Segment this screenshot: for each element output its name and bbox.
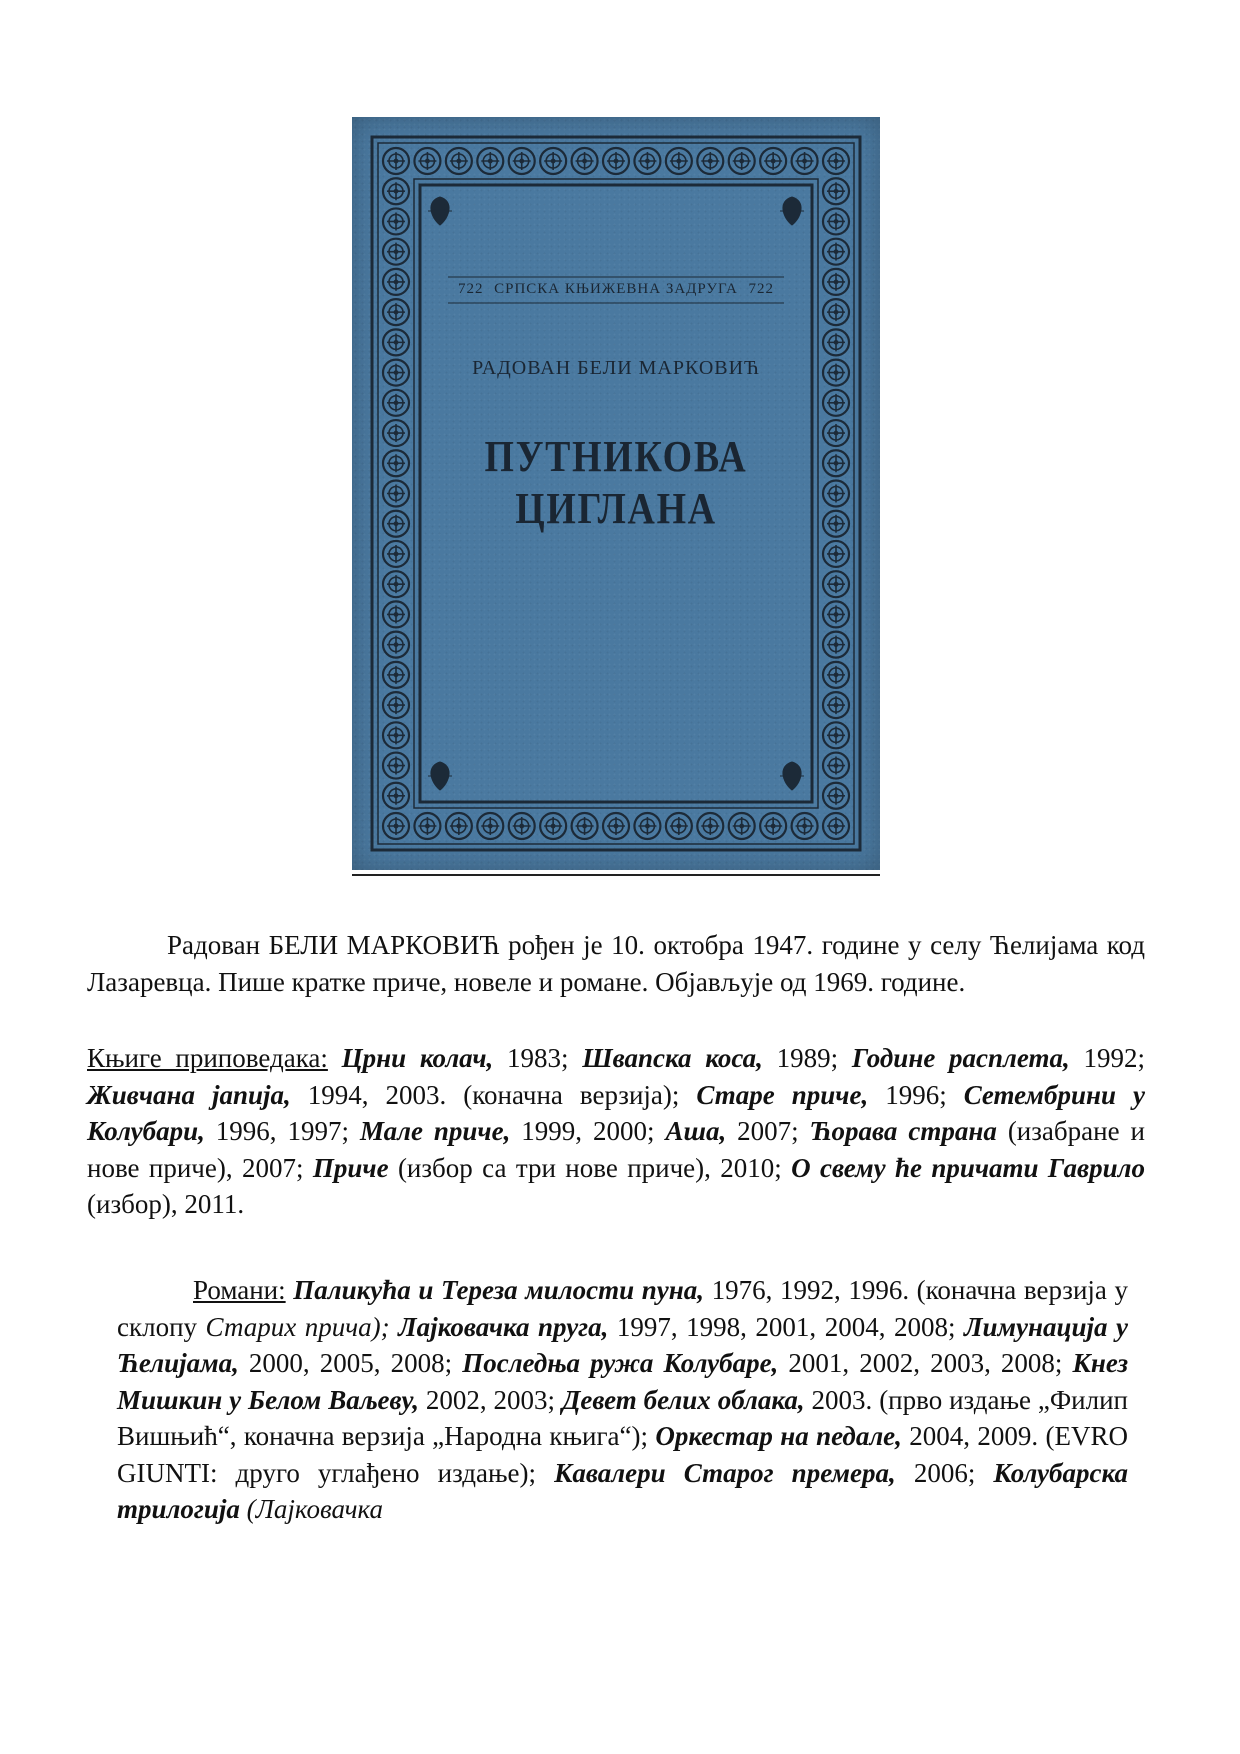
cover-title-line1: ПУТНИКОВА xyxy=(484,432,748,481)
ornament-rosette xyxy=(414,813,440,839)
ornament-rosette xyxy=(760,148,786,174)
novels-list xyxy=(117,1275,1128,1524)
ornament-rosette xyxy=(509,148,535,174)
ornament-rosette xyxy=(540,148,566,174)
book-title: Мале приче, xyxy=(359,1116,511,1146)
ornament-rosette xyxy=(383,541,409,567)
novels-paragraph xyxy=(117,1272,1128,1528)
ornament-rosette xyxy=(823,178,849,204)
text-run: 1996, 1997; xyxy=(204,1116,360,1146)
ornament-rosette xyxy=(383,329,409,355)
ornament-rosette xyxy=(792,813,818,839)
book-cover-image xyxy=(352,117,880,870)
story-collections-paragraph xyxy=(87,1040,1145,1223)
ornament-rosette xyxy=(383,783,409,809)
book-title: Кавалери Старог премера, xyxy=(554,1457,896,1488)
text-run: 2006; xyxy=(895,1457,994,1488)
ornament-corner-leaf xyxy=(780,197,804,225)
ornament-rosette xyxy=(823,601,849,627)
ornament-rosette xyxy=(823,783,849,809)
text-run: (избор са три нове приче), 2010; xyxy=(388,1152,792,1183)
text-run xyxy=(390,1312,399,1342)
ornament-corner-leaf xyxy=(428,762,452,790)
ornament-rosette xyxy=(823,722,849,748)
ornament-rosette xyxy=(383,269,409,295)
text-run: (изабране и нове приче), 2007; xyxy=(87,1116,1145,1183)
text-run: 1999, 2000; xyxy=(510,1116,666,1146)
book-title: Колубарска трилогија xyxy=(117,1457,1128,1524)
ornament-rosette xyxy=(697,813,723,839)
cover-series-name: СРПСКА КЊИЖЕВНА ЗАДРУГА xyxy=(494,281,738,297)
book-title: Паликућа и Тереза милости пуна, xyxy=(293,1275,705,1305)
book-title: Аша, xyxy=(665,1116,727,1146)
book-title: Швапска коса, xyxy=(582,1043,763,1073)
ornament-rosette xyxy=(540,813,566,839)
ornament-rosette xyxy=(823,208,849,234)
text-run: 2003. (прво издање „Филип Вишњић“, коначна верзија „Народна књига“); xyxy=(117,1384,1128,1451)
text-run: 1983; xyxy=(493,1043,583,1073)
book-title: Живчана јапија, xyxy=(87,1079,291,1110)
ornament-rosette xyxy=(383,239,409,265)
ornament-rosette xyxy=(823,269,849,295)
ornament-rosette xyxy=(729,813,755,839)
cover-title-line2: ЦИГЛАНА xyxy=(515,484,717,533)
ornament-rosette xyxy=(572,813,598,839)
text-run xyxy=(328,1043,342,1073)
cover-series-line xyxy=(458,281,774,298)
ornament-rosette xyxy=(477,148,503,174)
text-run: 1989; xyxy=(762,1043,852,1073)
ornament-rosette xyxy=(383,601,409,627)
book-title: Последња ружа Колубаре, xyxy=(462,1348,779,1378)
book-title: Приче xyxy=(312,1152,389,1183)
ornament-rosette xyxy=(729,148,755,174)
ornament-rosette xyxy=(823,662,849,688)
book-title: Лајковачка пруга, xyxy=(398,1311,609,1342)
ornament-rosette xyxy=(666,148,692,174)
ornament-rosette xyxy=(383,299,409,325)
ornament-rosette xyxy=(446,813,472,839)
ornament-rosette xyxy=(823,541,849,567)
ornament-corner-leaf xyxy=(780,762,804,790)
book-title: Кнез Мишкин у Белом Ваљеву, xyxy=(117,1348,1128,1415)
ornament-rosette xyxy=(792,148,818,174)
ornament-rosette xyxy=(383,148,409,174)
ornament-rosette xyxy=(823,239,849,265)
ornament-rosette xyxy=(383,208,409,234)
book-title: Старе приче, xyxy=(696,1079,869,1110)
ornament-rosette xyxy=(383,178,409,204)
italic-text: (Лајковачка xyxy=(239,1494,384,1524)
ornament-rosette xyxy=(823,390,849,416)
bio-paragraph: Радован БЕЛИ МАРКОВИЋ рођен је 10. октобра 1947. године у селу Ћелијама код Лазаревца. Пише кратке приче, новеле и романе. Објављује од 1969. године. xyxy=(87,930,1145,997)
ornament-rosette xyxy=(603,813,629,839)
ornament-rosette xyxy=(383,692,409,718)
text-run: 2002, 2003; xyxy=(418,1384,562,1415)
cover-bottom-rule xyxy=(352,874,880,876)
cover-series-number-left: 722 xyxy=(458,281,484,297)
ornament-rosette xyxy=(666,813,692,839)
italic-text: Старих прича); xyxy=(205,1311,390,1342)
ornament-rosette xyxy=(383,632,409,658)
ornament-rosette xyxy=(383,813,409,839)
ornament-rosette xyxy=(383,722,409,748)
ornament-rosette xyxy=(823,632,849,658)
ornament-rosette xyxy=(509,813,535,839)
ornament-rosette xyxy=(477,813,503,839)
book-title: Ћорава страна xyxy=(809,1116,997,1146)
ornament-rosette xyxy=(823,813,849,839)
book-title: Девет белих облака, xyxy=(561,1384,805,1415)
ornament-rosette xyxy=(446,148,472,174)
ornament-rosette xyxy=(634,813,660,839)
ornament-rosette xyxy=(823,148,849,174)
book-title: Оркестар на педале, xyxy=(655,1421,902,1451)
text-run: 1997, 1998, 2001, 2004, 2008; xyxy=(608,1311,964,1342)
cover-author: РАДОВАН БЕЛИ МАРКОВИЋ xyxy=(472,357,760,379)
text-run: 2004, 2009. (EVRO GIUNTI: друго углађено издање); xyxy=(117,1421,1129,1488)
book-title: Године расплета, xyxy=(851,1043,1070,1073)
ornament-rosette xyxy=(383,390,409,416)
ornament-rosette xyxy=(634,148,660,174)
ornament-rosette xyxy=(383,662,409,688)
text-run: (избор), 2011. xyxy=(87,1189,245,1219)
ornament-rosette xyxy=(823,299,849,325)
book-title: Лимунација у Ћелијама, xyxy=(117,1311,1129,1378)
text-run: 1994, 2003. (коначна верзија); xyxy=(290,1079,697,1110)
text-run: 1996; xyxy=(868,1079,964,1110)
text-run: 2001, 2002, 2003, 2008; xyxy=(778,1348,1073,1378)
ornament-corner-leaf xyxy=(428,197,452,225)
book-title: О свему ће причати Гаврило xyxy=(791,1152,1145,1183)
text-run: 2007; xyxy=(726,1116,810,1146)
book-title: Сетембрини у Колубари, xyxy=(87,1079,1145,1146)
ornament-rosette xyxy=(823,329,849,355)
ornament-rosette xyxy=(697,148,723,174)
novels-heading: Романи: xyxy=(193,1275,286,1305)
ornament-rosette xyxy=(414,148,440,174)
ornament-rosette xyxy=(383,753,409,779)
text-run: 1976, 1992, 1996. (коначна верзија у склопу xyxy=(117,1275,1129,1342)
ornament-rosette xyxy=(572,148,598,174)
cover-series-number-right: 722 xyxy=(748,281,774,297)
book-title: Црни колач, xyxy=(341,1043,494,1073)
ornament-rosette xyxy=(603,148,629,174)
text-run: 2000, 2005, 2008; xyxy=(238,1348,463,1378)
ornament-rosette xyxy=(383,571,409,597)
story-collections-heading: Књиге приповедака: xyxy=(87,1043,328,1073)
ornament-rosette xyxy=(823,753,849,779)
ornament-rosette xyxy=(760,813,786,839)
ornament-rosette xyxy=(823,571,849,597)
text-run: 1992; xyxy=(1069,1043,1145,1073)
ornament-rosette xyxy=(823,692,849,718)
